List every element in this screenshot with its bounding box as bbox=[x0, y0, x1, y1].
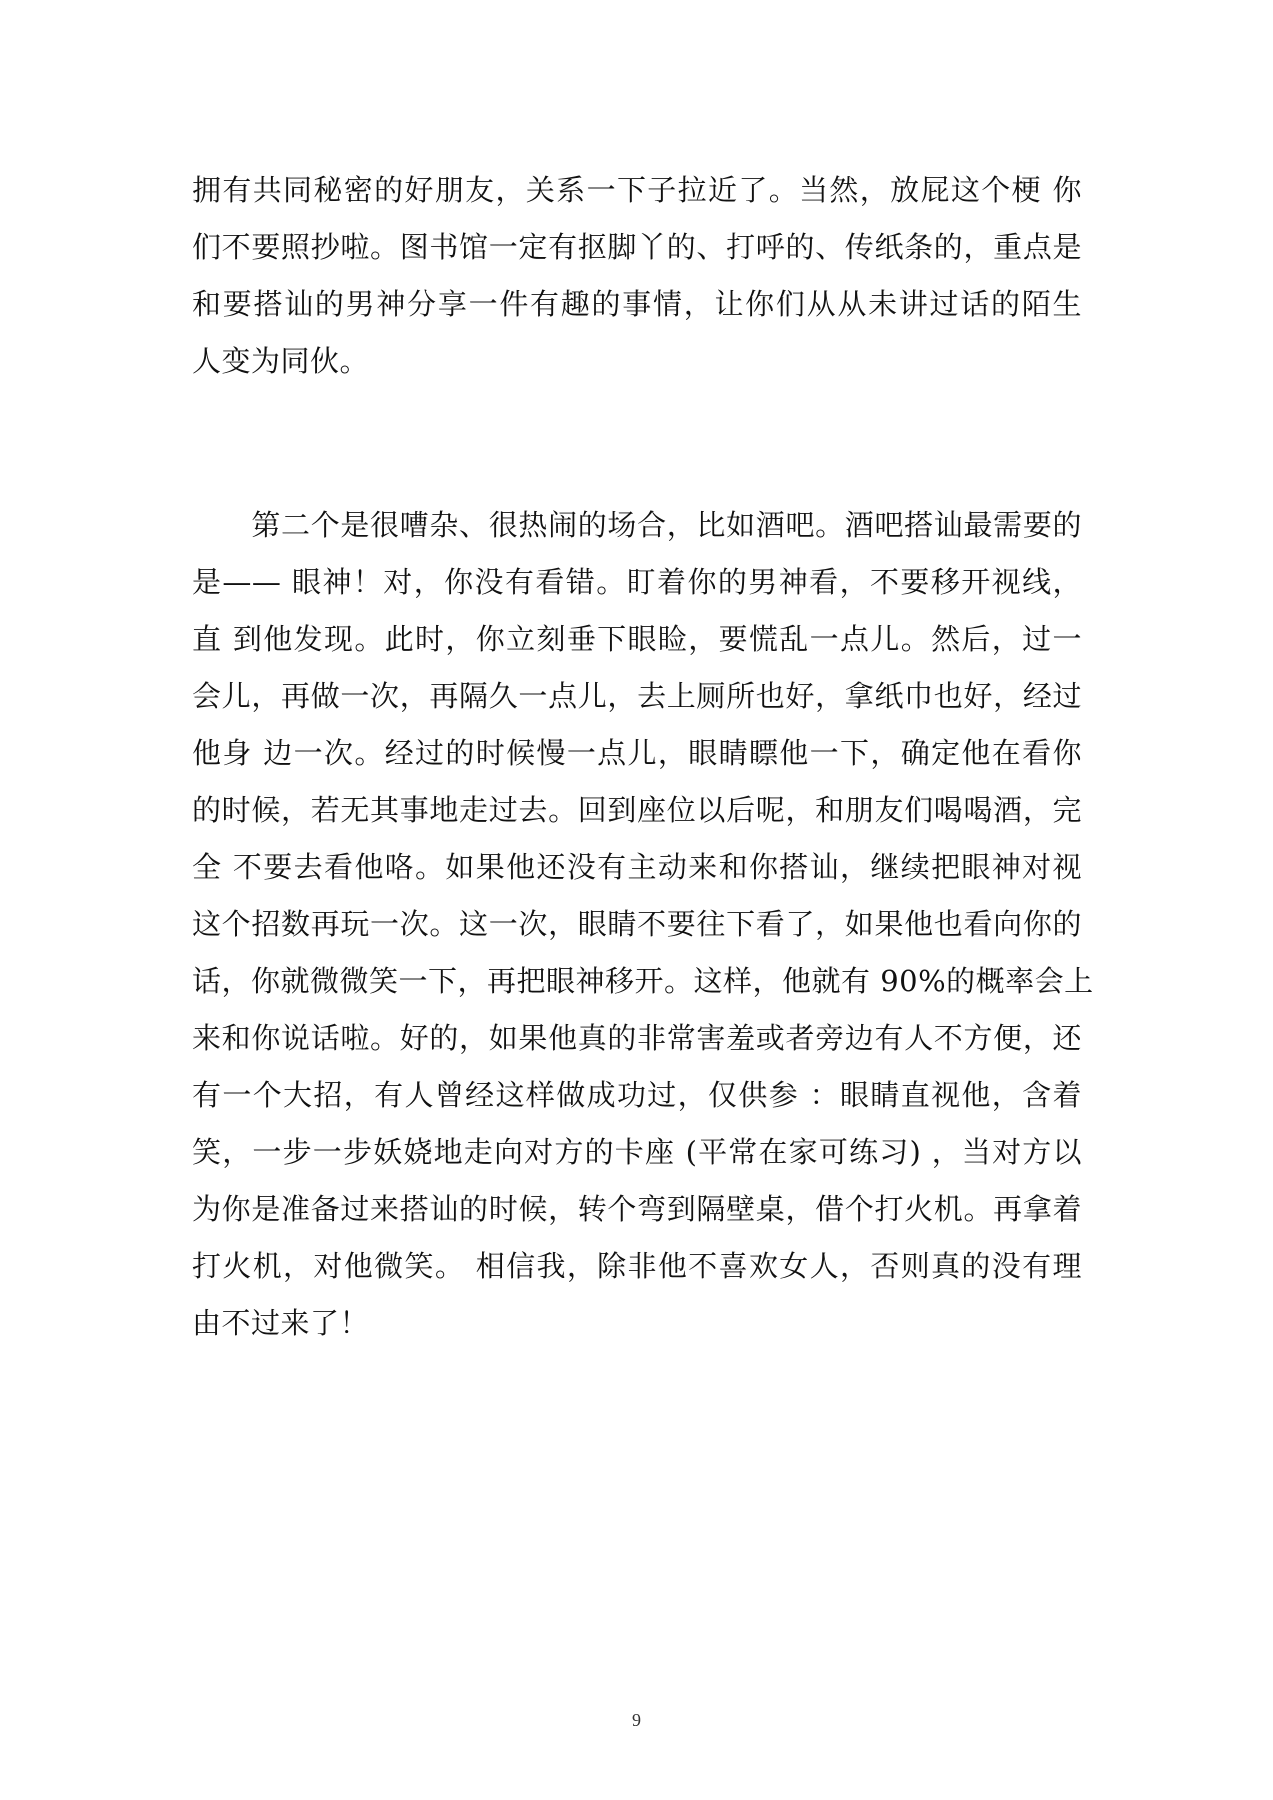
text-line: 笑，一步一步妖娆地走向对方的卡座 (平常在家可练习) ，当对方以 bbox=[192, 1135, 1082, 1169]
text-line: 打火机，对他微笑。 相信我，除非他不喜欢女人，否则真的没有理 bbox=[192, 1249, 1082, 1283]
page-number: 9 bbox=[632, 1710, 641, 1730]
text-line: 全 不要去看他咯。如果他还没有主动来和你搭讪，继续把眼神对视 bbox=[192, 850, 1082, 884]
text-line: 为你是准备过来搭讪的时候，转个弯到隔壁桌，借个打火机。再拿着 bbox=[192, 1192, 1082, 1226]
text-line: 来和你说话啦。好的，如果他真的非常害羞或者旁边有人不方便，还 bbox=[192, 1021, 1082, 1055]
text-line: 和要搭讪的男神分享一件有趣的事情，让你们从从未讲过话的陌生 bbox=[192, 287, 1082, 321]
text-line: 是—— 眼神！对，你没有看错。盯着你的男神看，不要移开视线， bbox=[192, 565, 1082, 599]
text-line: 话，你就微微笑一下，再把眼神移开。这样，他就有 90%的概率会上 bbox=[192, 964, 1094, 998]
text-line: 的时候，若无其事地走过去。回到座位以后呢，和朋友们喝喝酒，完 bbox=[192, 793, 1082, 827]
text-line: 人变为同伙。 bbox=[192, 344, 370, 378]
text-line: 这个招数再玩一次。这一次，眼睛不要往下看了，如果他也看向你的 bbox=[192, 907, 1082, 941]
text-line: 有一个大招，有人曾经这样做成功过，仅供参 ：眼睛直视他，含着 bbox=[192, 1078, 1082, 1112]
text-line: 由不过来了！ bbox=[192, 1306, 370, 1340]
text-line: 直 到他发现。此时，你立刻垂下眼睑，要慌乱一点儿。然后，过一 bbox=[192, 622, 1082, 656]
text-line: 们不要照抄啦。图书馆一定有抠脚丫的、打呼的、传纸条的，重点是 bbox=[192, 230, 1082, 264]
text-line: 拥有共同秘密的好朋友，关系一下子拉近了。当然，放屁这个梗 你 bbox=[192, 173, 1082, 207]
text-line: 第二个是很嘈杂、很热闹的场合，比如酒吧。酒吧搭讪最需要的 bbox=[192, 508, 1082, 542]
text-line: 他身 边一次。经过的时候慢一点儿，眼睛瞟他一下，确定他在看你 bbox=[192, 736, 1082, 770]
text-line: 会儿，再做一次，再隔久一点儿，去上厕所也好，拿纸巾也好，经过 bbox=[192, 679, 1082, 713]
